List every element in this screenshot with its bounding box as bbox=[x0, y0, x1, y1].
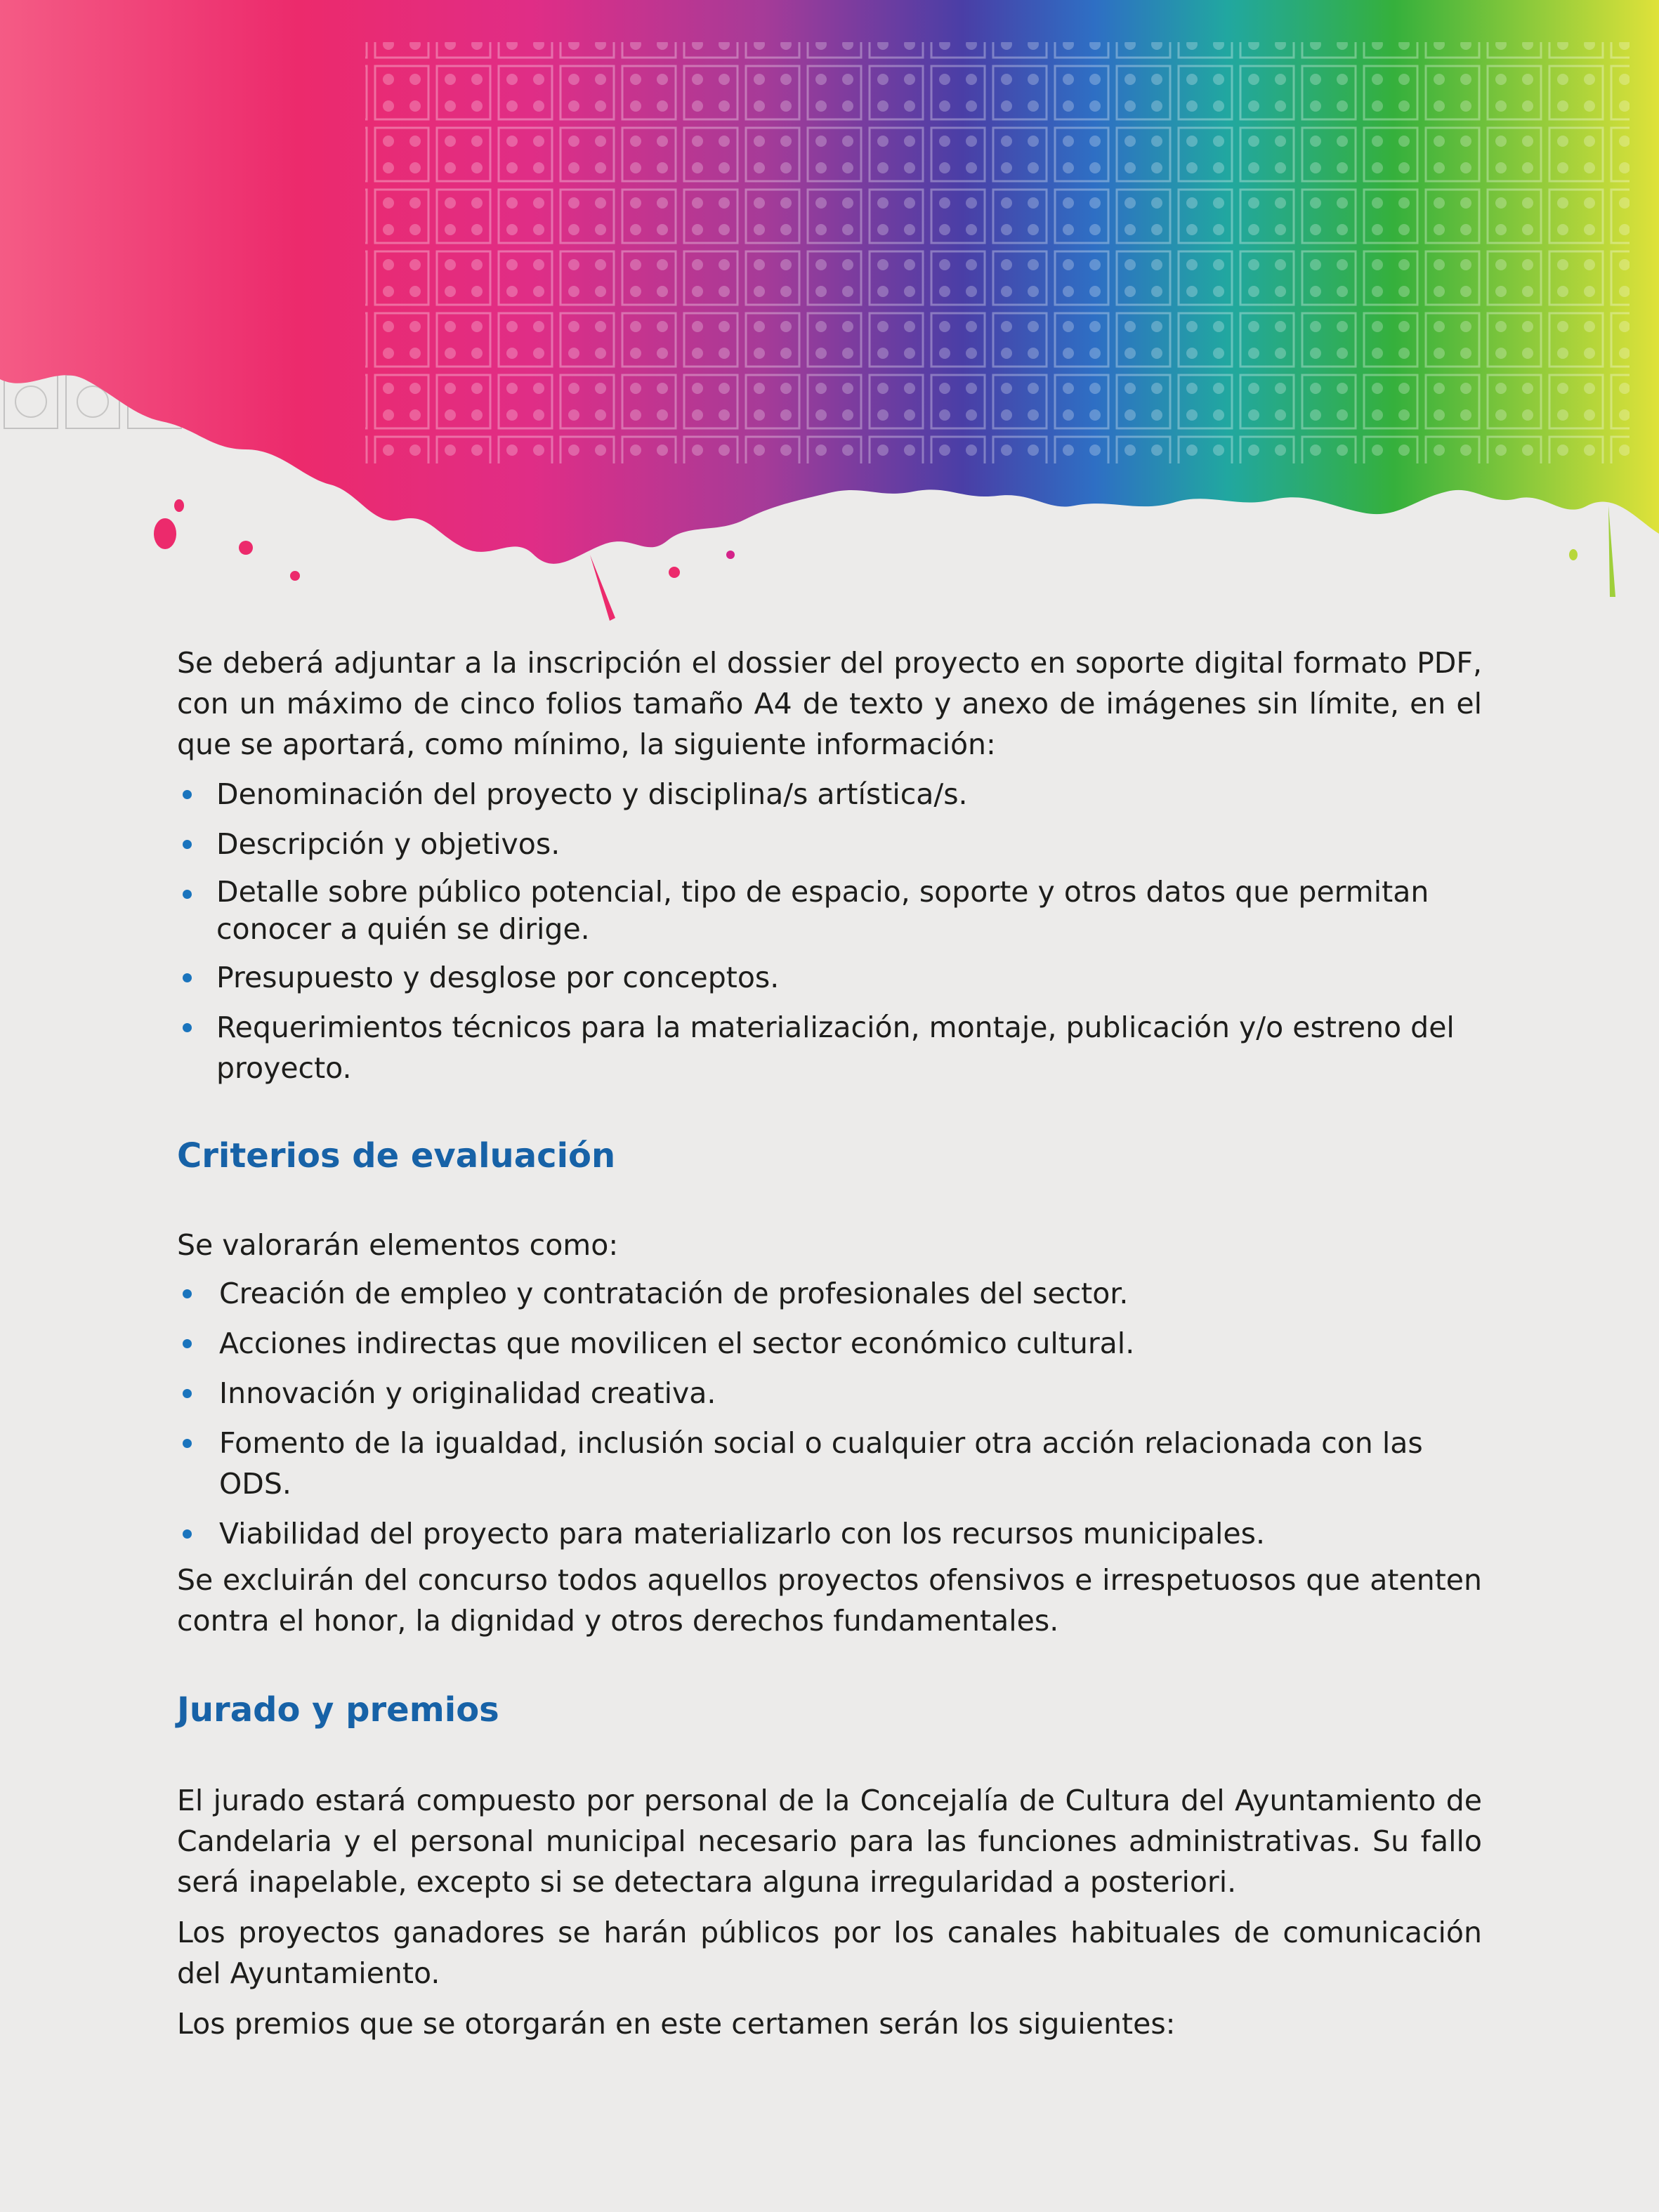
list-item: Detalle sobre público potencial, tipo de espacio, soporte y otros datos que permitan conocer a quién se dirige. bbox=[177, 874, 1482, 948]
list-item: Requerimientos técnicos para la materialización, montaje, publicación y/o estreno del proyecto. bbox=[177, 1007, 1482, 1088]
jurado-paragraph-3: Los premios que se otorgarán en este certamen serán los siguientes: bbox=[177, 2007, 1176, 2041]
exclusion-paragraph: Se excluirán del concurso todos aquellos proyectos ofensivos e irrespetuosos que atenten contra el honor, la dignidad y otros derechos fundamentales. bbox=[177, 1563, 1482, 1638]
jurado-paragraph-1: El jurado estará compuesto por personal de la Concejalía de Cultura del Ayuntamiento de Candelaria y el personal municipal necesario para las funciones administrativas. Su fallo será inapelable, excepto si se detectara alguna irregularidad a posteriori. bbox=[177, 1784, 1482, 1899]
list-item: Innovación y originalidad creativa. bbox=[177, 1373, 1482, 1414]
info-list bbox=[177, 774, 1482, 1088]
jurado-paragraph-2: Los proyectos ganadores se harán públicos por los canales habituales de comunicación del Ayuntamiento. bbox=[177, 1916, 1482, 1990]
section-heading-jurado: Jurado y premios bbox=[177, 1690, 499, 1730]
list-item: Fomento de la igualdad, inclusión social o cualquier otra acción relacionada con las ODS. bbox=[177, 1423, 1482, 1504]
list-item: Presupuesto y desglose por conceptos. bbox=[177, 957, 1482, 998]
section-heading-criterios: Criterios de evaluación bbox=[177, 1136, 616, 1176]
list-item: Viabilidad del proyecto para materializarlo con los recursos municipales. bbox=[177, 1513, 1482, 1554]
criterios-lead: Se valorarán elementos como: bbox=[177, 1228, 619, 1262]
criterios-list bbox=[177, 1273, 1482, 1554]
list-item: Denominación del proyecto y disciplina/s artística/s. bbox=[177, 774, 1482, 815]
document-body bbox=[177, 643, 1482, 2044]
list-item: Descripción y objetivos. bbox=[177, 824, 1482, 864]
intro-paragraph: Se deberá adjuntar a la inscripción el dossier del proyecto en soporte digital formato PDF, con un máximo de cinco folios tamaño A4 de texto y anexo de imágenes sin límite, en el que se aportará, como mínimo, la siguiente información: bbox=[177, 646, 1482, 761]
list-item: Creación de empleo y contratación de profesionales del sector. bbox=[177, 1273, 1482, 1314]
list-item: Acciones indirectas que movilicen el sector económico cultural. bbox=[177, 1323, 1482, 1364]
